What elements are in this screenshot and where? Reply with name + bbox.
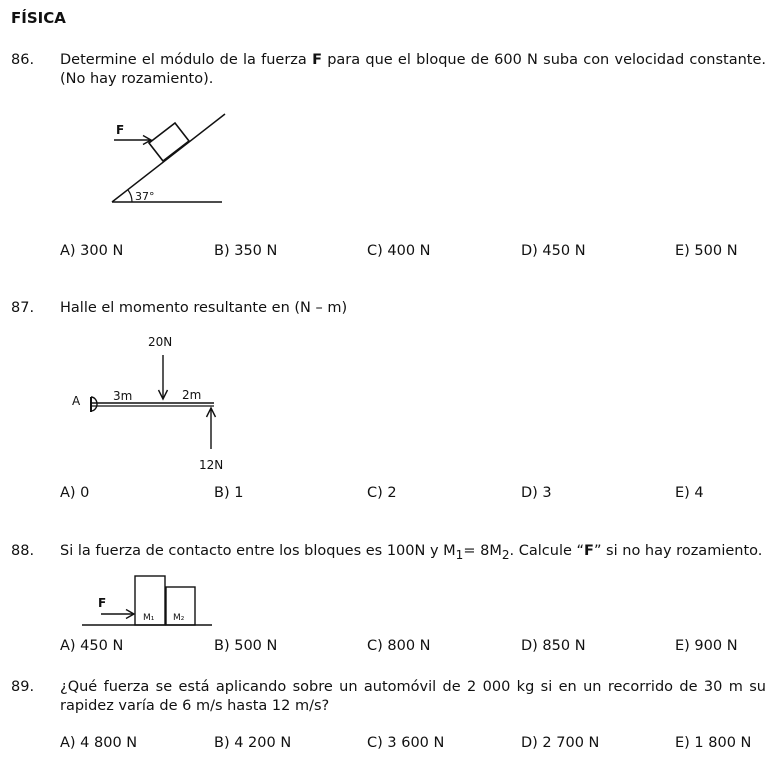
incline-angle-label: 37°	[135, 190, 155, 203]
q86-option-c: C) 400 N	[367, 243, 431, 259]
question-88-number: 88.	[11, 543, 35, 559]
question-87-text: Halle el momento resultante en (N – m)	[60, 300, 348, 316]
q86-option-e: E) 500 N	[675, 243, 738, 259]
incline-force-label: F	[116, 123, 125, 137]
incline-block	[149, 123, 189, 161]
q88-text-part: = 8M	[463, 543, 502, 559]
q87-option-c: C) 2	[367, 485, 397, 501]
incline-angle-arc	[128, 190, 132, 202]
q88-option-e: E) 900 N	[675, 638, 738, 654]
incline-figure	[112, 114, 225, 203]
q89-option-d: D) 2 700 N	[521, 735, 600, 751]
q89-option-a: A) 4 800 N	[60, 735, 138, 751]
q86-bold-f: F	[312, 52, 322, 68]
question-86-number: 86.	[11, 52, 35, 68]
beam-segment-1-label: 3m	[113, 389, 133, 403]
q87-option-a: A) 0	[60, 485, 90, 501]
blocks-force-label: F	[98, 596, 107, 610]
q88-subscript: 2	[501, 547, 510, 562]
section-title: FÍSICA	[11, 9, 66, 27]
q87-option-d: D) 3	[521, 485, 552, 501]
q86-text-part: para que el bloque de 600 N suba con velocidad constante. (No hay rozamiento).	[60, 52, 766, 87]
q88-text-part: ” si no hay rozamiento.	[593, 543, 763, 559]
q87-option-e: E) 4	[675, 485, 704, 501]
beam-force-down-label: 20N	[148, 335, 173, 349]
question-89-text: ¿Qué fuerza se está aplicando sobre un automóvil de 2 000 kg si en un recorrido de 30 m su rapidez varía de 6 m/s hasta 12 m/s?	[60, 679, 766, 714]
q89-option-c: C) 3 600 N	[367, 735, 445, 751]
question-88-text	[60, 542, 766, 565]
question-87-number: 87.	[11, 300, 35, 316]
q88-subscript: 1	[455, 547, 464, 562]
q88-option-c: C) 800 N	[367, 638, 431, 654]
q88-text-part: . Calcule “	[509, 543, 585, 559]
beam-segment-2-label: 2m	[182, 388, 202, 402]
q86-option-d: D) 450 N	[521, 243, 586, 259]
block-m2-label: M₂	[173, 613, 185, 623]
question-89-number: 89.	[11, 679, 35, 695]
q88-option-b: B) 500 N	[214, 638, 278, 654]
q88-bold-f: F	[584, 543, 594, 559]
q88-option-d: D) 850 N	[521, 638, 586, 654]
q86-option-a: A) 300 N	[60, 243, 124, 259]
q88-option-a: A) 450 N	[60, 638, 124, 654]
beam-figure	[72, 335, 223, 472]
q89-option-e: E) 1 800 N	[675, 735, 752, 751]
beam-force-up-label: 12N	[199, 458, 224, 472]
q88-text-part: Si la fuerza de contacto entre los bloques es 100N y M	[60, 543, 456, 559]
blocks-figure	[82, 576, 212, 625]
q89-option-b: B) 4 200 N	[214, 735, 292, 751]
q86-text-part: Determine el módulo de la fuerza	[60, 52, 313, 68]
block-m1-label: M₁	[143, 613, 155, 623]
q86-option-b: B) 350 N	[214, 243, 278, 259]
q87-option-b: B) 1	[214, 485, 244, 501]
beam-point-label: A	[72, 394, 81, 408]
